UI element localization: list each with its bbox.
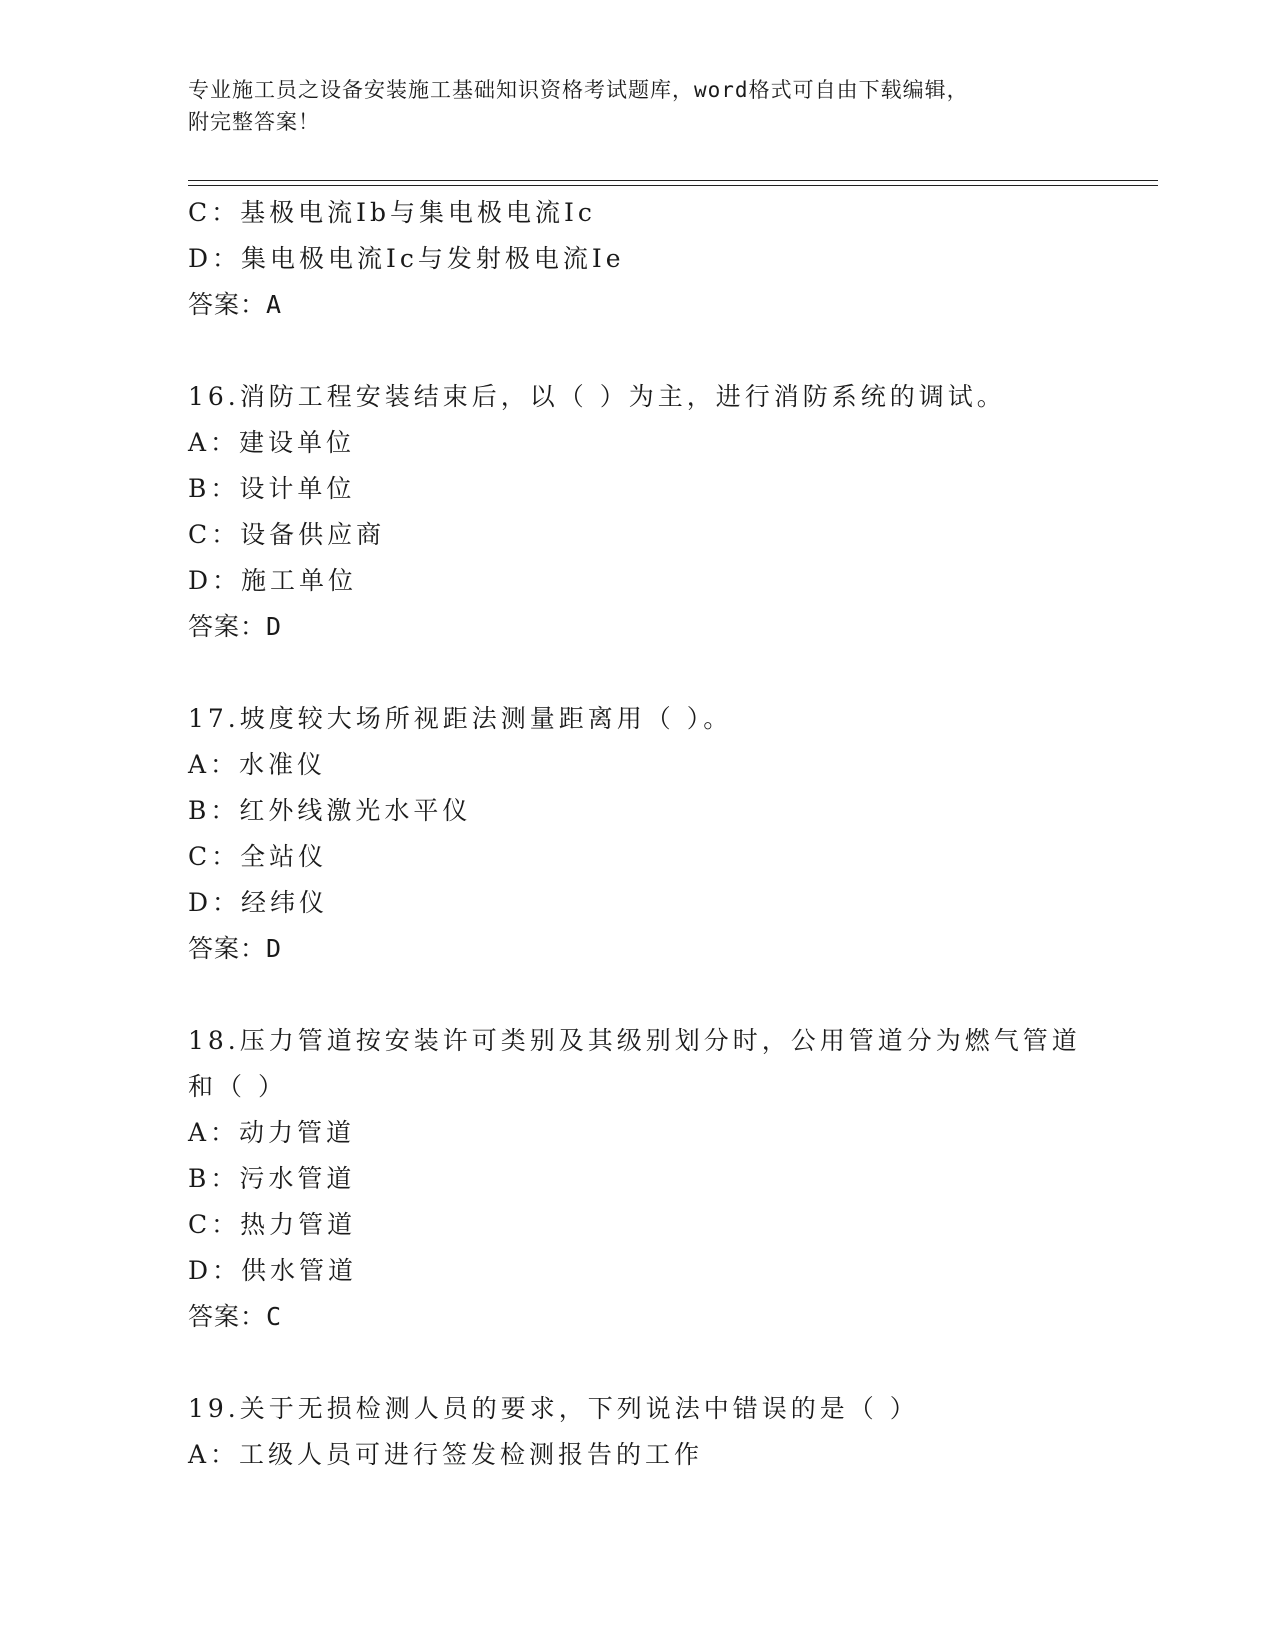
option-c: C：基极电流Ib与集电极电流Ic (188, 198, 596, 227)
option-a: A：建设单位 (188, 428, 356, 457)
question-15-continued (188, 190, 1138, 328)
question-stem: 18.压力管道按安装许可类别及其级别划分时，公用管道分为燃气管道 (188, 1026, 1081, 1055)
option-d: D：供水管道 (188, 1256, 358, 1285)
question-stem: 19.关于无损检测人员的要求，下列说法中错误的是（ ） (188, 1394, 919, 1423)
header-line-2: 附完整答案！ (188, 110, 320, 134)
spacer (188, 650, 1138, 696)
option-d: D：经纬仪 (188, 888, 329, 917)
header-rule-bottom (188, 185, 1158, 186)
question-16 (188, 374, 1138, 650)
question-19 (188, 1386, 1138, 1478)
header-line-1: 专业施工员之设备安装施工基础知识资格考试题库，word格式可自由下载编辑， (188, 78, 969, 102)
question-stem: 17.坡度较大场所视距法测量距离用（ ）。 (188, 704, 733, 733)
answer: 答案：D (188, 934, 283, 963)
spacer (188, 328, 1138, 374)
header-rule-top (188, 180, 1158, 181)
answer: 答案：C (188, 1302, 283, 1331)
question-17 (188, 696, 1138, 972)
option-b: B：设计单位 (188, 474, 356, 503)
option-b: B：红外线激光水平仪 (188, 796, 472, 825)
document-header (188, 74, 1088, 138)
option-a: A：动力管道 (188, 1118, 356, 1147)
spacer (188, 972, 1138, 1018)
option-c: C：全站仪 (188, 842, 328, 871)
option-b: B：污水管道 (188, 1164, 356, 1193)
option-a: A：工级人员可进行签发检测报告的工作 (188, 1440, 704, 1469)
answer: 答案：D (188, 612, 283, 641)
option-a: A：水准仪 (188, 750, 327, 779)
option-d: D：集电极电流Ic与发射极电流Ie (188, 244, 625, 273)
answer: 答案：A (188, 290, 283, 319)
option-d: D：施工单位 (188, 566, 358, 595)
question-18 (188, 1018, 1138, 1340)
option-c: C：热力管道 (188, 1210, 357, 1239)
spacer (188, 1340, 1138, 1386)
document-body (188, 190, 1138, 1478)
question-stem: 16.消防工程安装结束后，以（ ）为主，进行消防系统的调试。 (188, 382, 1006, 411)
option-c: C：设备供应商 (188, 520, 386, 549)
question-stem-continued: 和（ ） (188, 1072, 287, 1101)
